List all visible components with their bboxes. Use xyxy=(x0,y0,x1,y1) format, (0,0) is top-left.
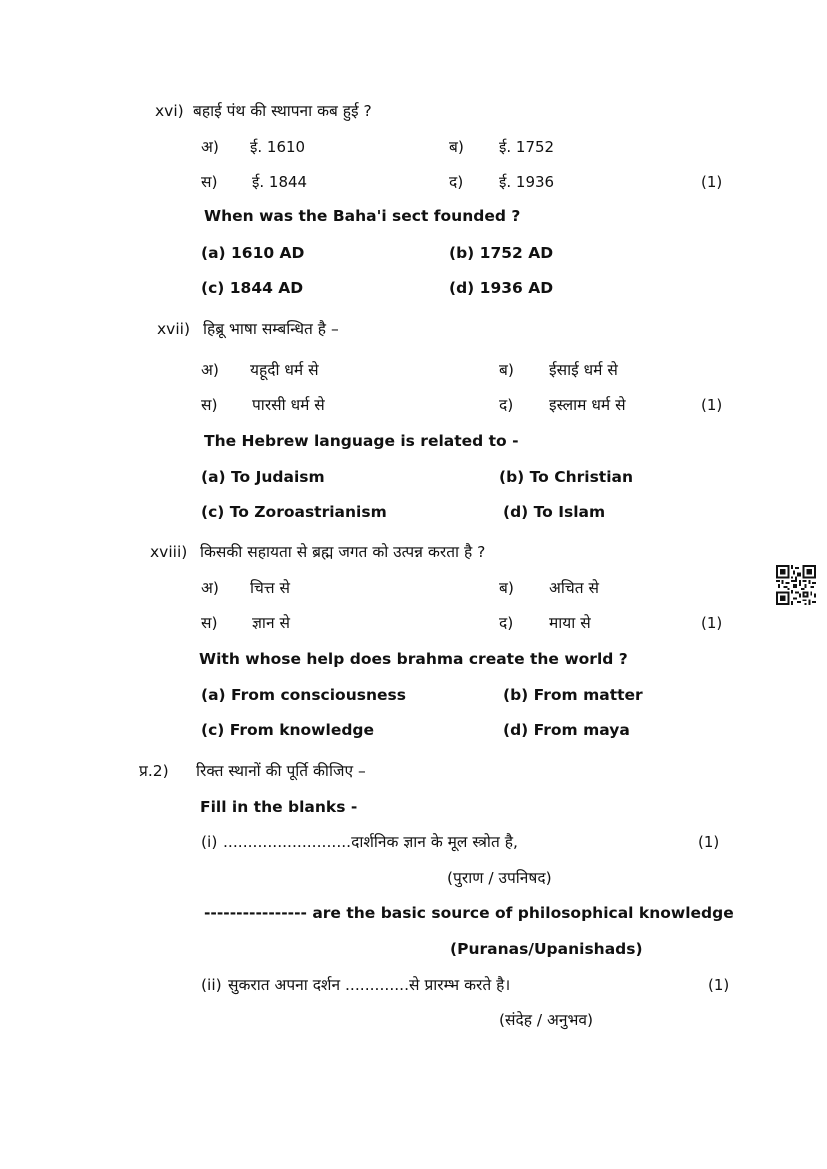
q16-opt-d-en: (d) 1936 AD xyxy=(449,279,554,297)
q16-opt-a-text: ई. 1610 xyxy=(250,138,306,156)
q16-opt-a-en: (a) 1610 AD xyxy=(201,244,305,262)
q17-opt-d-en: (d) To Islam xyxy=(503,503,606,521)
q18-opt-c-en: (c) From knowledge xyxy=(201,721,375,739)
q16-question-hindi: बहाई पंथ की स्थापना कब हुई ? xyxy=(193,102,372,120)
q18-opt-b-en: (b) From matter xyxy=(503,686,643,704)
q17-opt-c-text: पारसी धर्म से xyxy=(252,396,325,414)
q18-opt-a-label: अ) xyxy=(201,579,219,597)
q16-question-english: When was the Baha'i sect founded ? xyxy=(204,207,521,225)
q16-opt-b-text: ई. 1752 xyxy=(499,138,555,156)
q17-opt-b-en: (b) To Christian xyxy=(499,468,634,486)
q17-question-hindi: हिब्रू भाषा सम्बन्धित है – xyxy=(203,320,339,338)
q18-opt-b-text: अचित से xyxy=(549,579,599,597)
q16-opt-a-label: अ) xyxy=(201,138,219,156)
q16-opt-c-label: स) xyxy=(201,173,218,191)
q2-ii-label: (ii) xyxy=(201,976,222,994)
q2-ii-marks: (1) xyxy=(708,976,730,994)
q2-i-options-english: (Puranas/Upanishads) xyxy=(450,940,643,958)
q17-opt-a-en: (a) To Judaism xyxy=(201,468,325,486)
q17-marks: (1) xyxy=(701,396,723,414)
q17-question-english: The Hebrew language is related to - xyxy=(204,432,519,450)
q2-instruction-english: Fill in the blanks - xyxy=(200,798,358,816)
q18-opt-a-text: चित्त से xyxy=(250,579,290,597)
q18-question-english: With whose help does brahma create the world ? xyxy=(199,650,628,668)
q2-ii-options-hindi: (संदेह / अनुभव) xyxy=(499,1011,594,1029)
q18-opt-d-en: (d) From maya xyxy=(503,721,630,739)
q17-opt-c-label: स) xyxy=(201,396,218,414)
q2-ii-text: सुकरात अपना दर्शन .............से प्रारम्भ करते है। xyxy=(228,976,511,994)
q16-opt-c-text: ई. 1844 xyxy=(252,173,308,191)
q18-opt-d-text: माया से xyxy=(549,614,591,632)
q2-number: प्र.2) xyxy=(139,762,169,780)
q18-question-hindi: किसकी सहायता से ब्रह्म जगत को उत्पन्न करता है ? xyxy=(200,543,486,561)
q2-i-english: ---------------- are the basic source of philosophical knowledge xyxy=(204,904,734,922)
q17-opt-d-text: इस्लाम धर्म से xyxy=(549,396,626,414)
q16-opt-d-label: द) xyxy=(449,173,464,191)
q16-opt-b-en: (b) 1752 AD xyxy=(449,244,554,262)
q2-i-options-hindi: (पुराण / उपनिषद) xyxy=(447,869,552,887)
q18-opt-d-label: द) xyxy=(499,614,514,632)
q16-opt-c-en: (c) 1844 AD xyxy=(201,279,304,297)
q17-opt-b-text: ईसाई धर्म से xyxy=(549,361,618,379)
q16-opt-b-label: ब) xyxy=(449,138,464,156)
q18-opt-b-label: ब) xyxy=(499,579,514,597)
q18-number: xviii) xyxy=(150,543,188,561)
q18-opt-c-label: स) xyxy=(201,614,218,632)
q17-opt-a-label: अ) xyxy=(201,361,219,379)
q16-number: xvi) xyxy=(155,102,184,120)
q2-i-marks: (1) xyxy=(698,833,720,851)
q2-i-text: ..........................दार्शनिक ज्ञान के मूल स्त्रोत है, xyxy=(223,833,518,851)
q16-opt-d-text: ई. 1936 xyxy=(499,173,555,191)
q16-marks: (1) xyxy=(701,173,723,191)
q17-opt-c-en: (c) To Zoroastrianism xyxy=(201,503,387,521)
q17-opt-d-label: द) xyxy=(499,396,514,414)
q18-opt-c-text: ज्ञान से xyxy=(252,614,290,632)
q2-i-label: (i) xyxy=(201,833,218,851)
q2-instruction-hindi: रिक्त स्थानों की पूर्ति कीजिए – xyxy=(196,762,366,780)
q18-marks: (1) xyxy=(701,614,723,632)
q17-number: xvii) xyxy=(157,320,191,338)
q17-opt-a-text: यहूदी धर्म से xyxy=(250,361,319,379)
qr-code-icon xyxy=(776,565,816,605)
q18-opt-a-en: (a) From consciousness xyxy=(201,686,406,704)
q17-opt-b-label: ब) xyxy=(499,361,514,379)
